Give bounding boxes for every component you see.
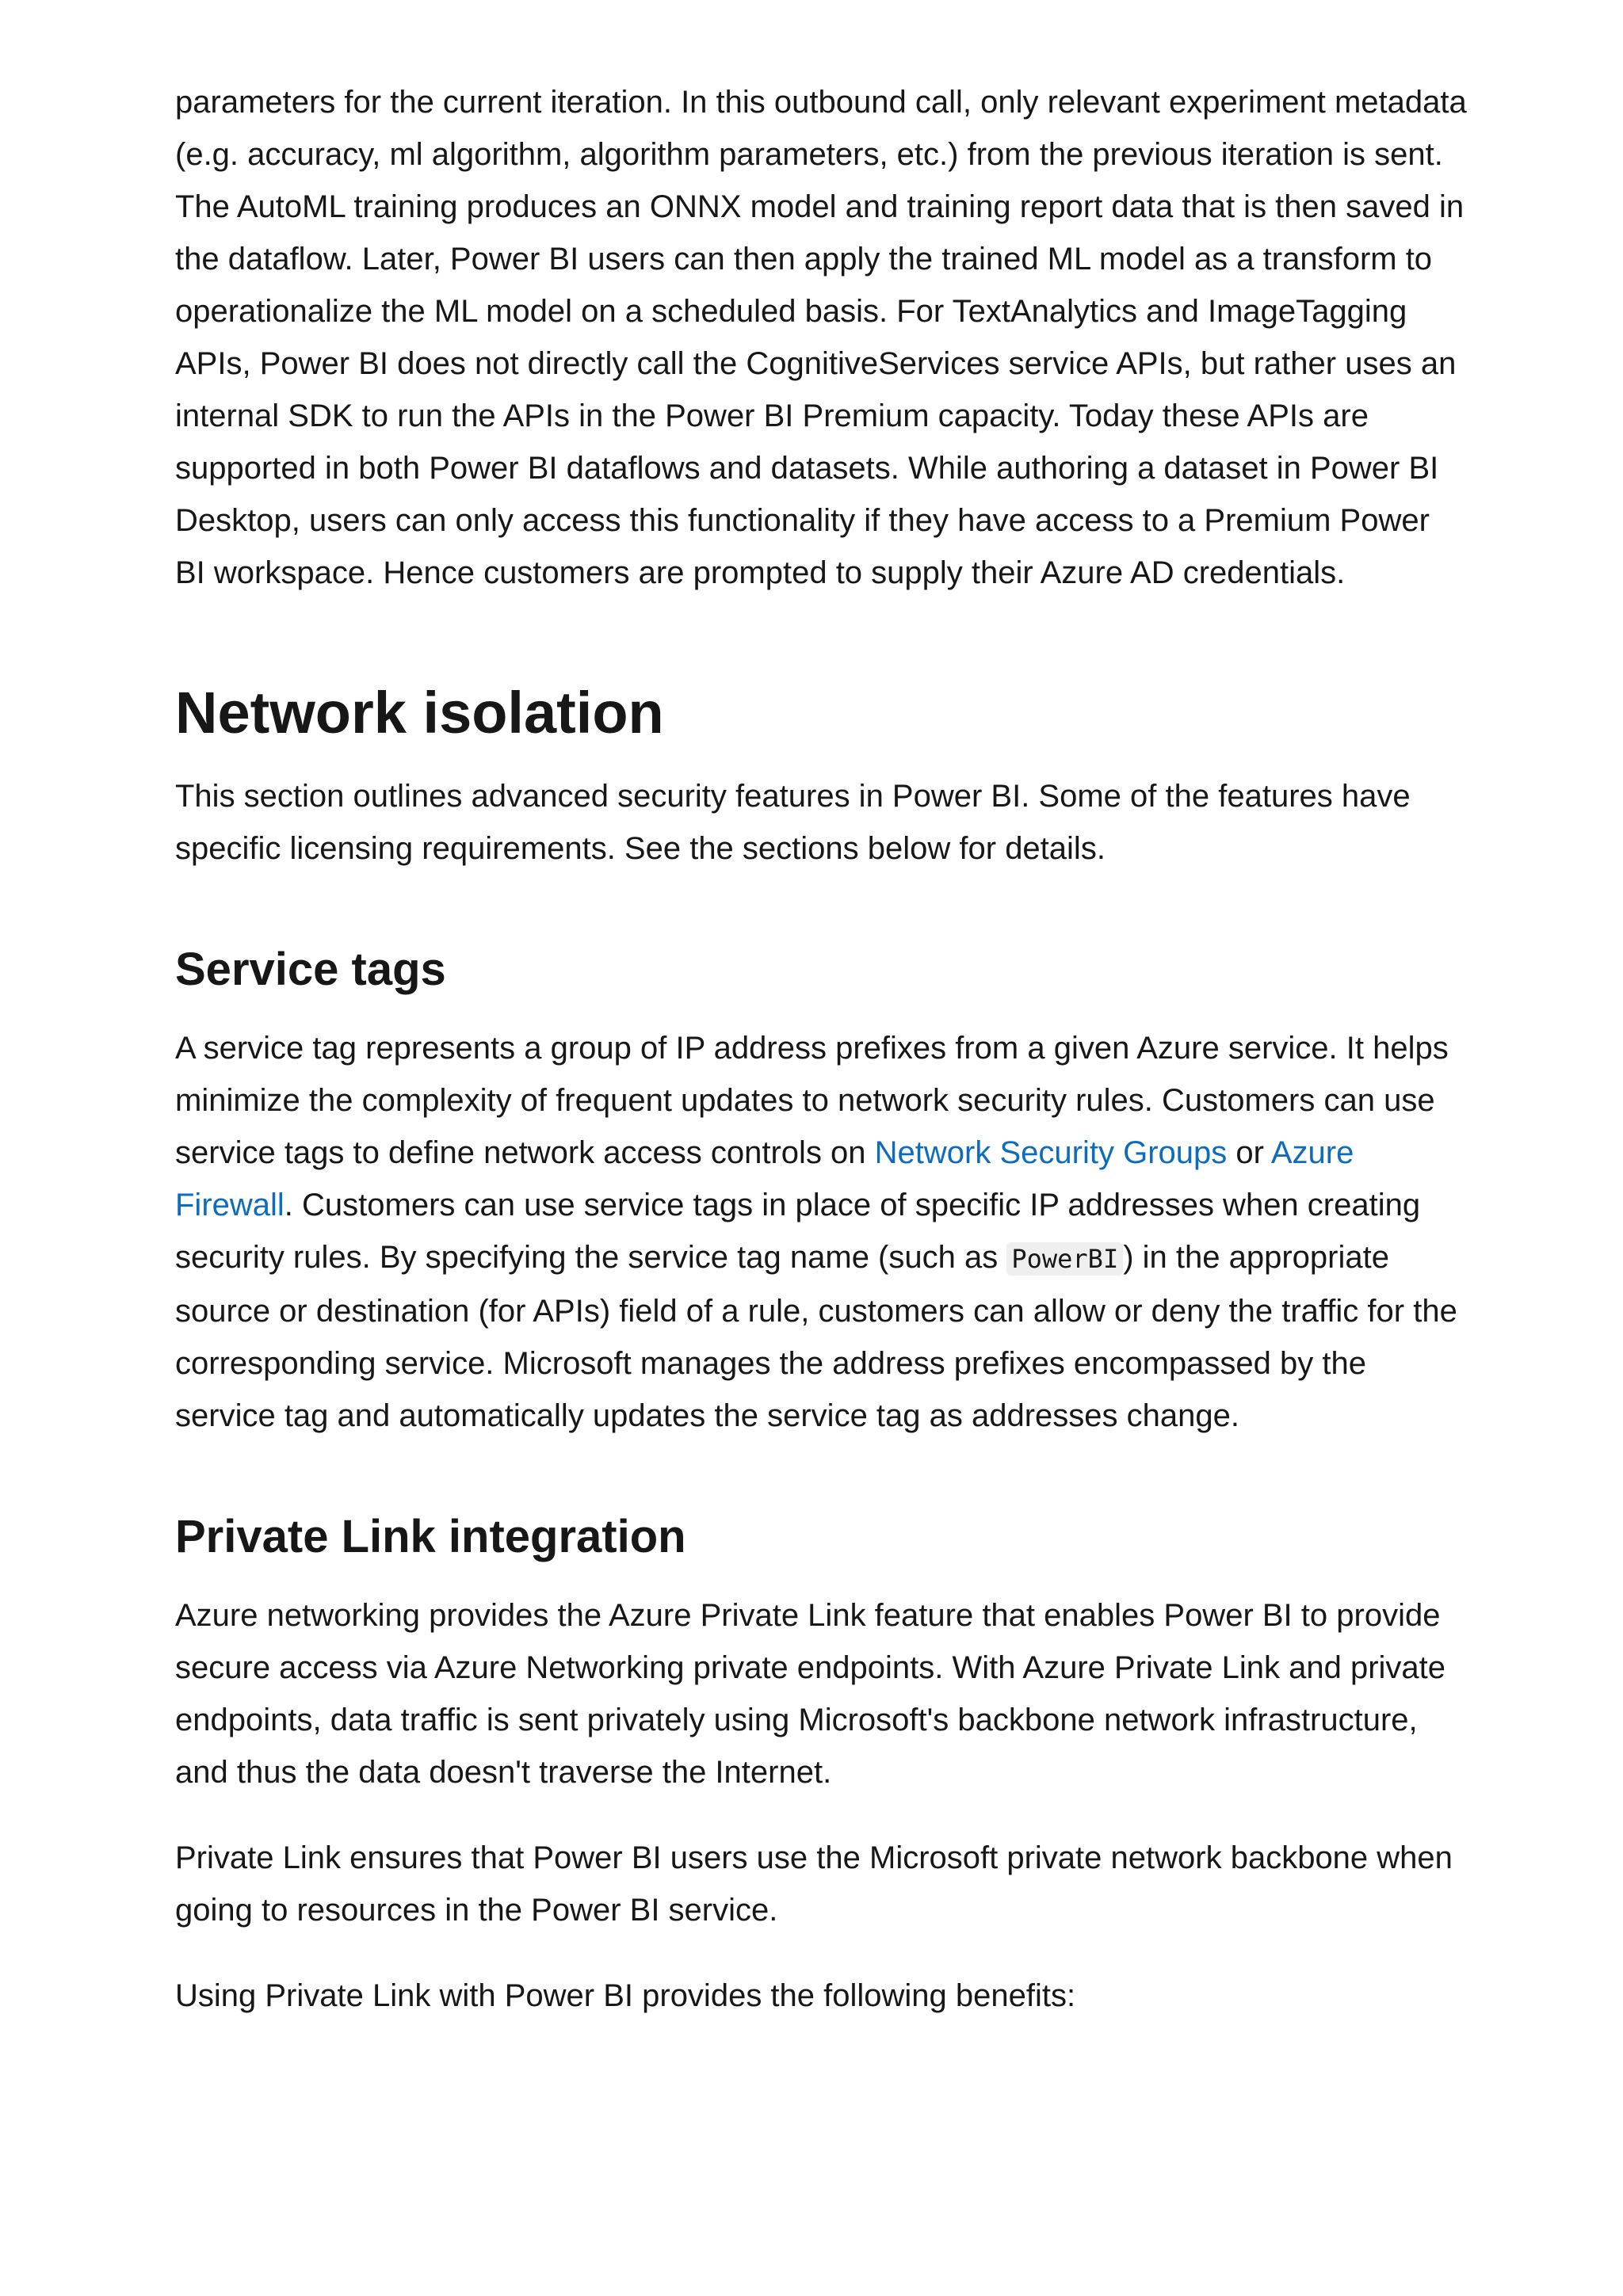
heading-private-link-integration: Private Link integration bbox=[175, 1511, 686, 1562]
private-link-paragraph-1: Azure networking provides the Azure Private Link feature that enables Power BI to provide secure access via Azure Networking private endpoints. With Azure Private Link and private endpoints, data traffic is sent privately using Microsoft's backbone network infrastructure, and thus the data doesn't traverse the Internet. bbox=[175, 1598, 1446, 1790]
service-tags-paragraph bbox=[175, 1022, 1467, 1442]
heading-service-tags: Service tags bbox=[175, 944, 446, 995]
private-link-paragraph-2: Private Link ensures that Power BI users use the Microsoft private network backbone when going to resources in the Power BI service. bbox=[175, 1840, 1453, 1928]
document-page bbox=[175, 76, 1467, 2022]
service-tags-text-1: A service tag represents a group of IP address prefixes from a given Azure service. It helps minimize the complexity of frequent updates to network security rules. Customers can use service tags to define network access controls on bbox=[175, 1031, 1449, 1170]
intro-paragraph: parameters for the current iteration. In this outbound call, only relevant experiment metadata (e.g. accuracy, ml algorithm, algorithm parameters, etc.) from the previous iteration is sent. The AutoML training produces an ONNX model and training report data that is then saved in the dataflow. Later, Power BI users can then apply the trained ML model as a transform to operationalize the ML model on a scheduled basis. For TextAnalytics and ImageTagging APIs, Power BI does not directly call the CognitiveServices service APIs, but rather uses an internal SDK to run the APIs in the Power BI Premium capacity. Today these APIs are supported in both Power BI dataflows and datasets. While authoring a dataset in Power BI Desktop, users can only access this functionality if they have access to a Premium Power BI workspace. Hence customers are prompted to supply their Azure AD credentials. bbox=[175, 85, 1467, 590]
service-tags-text-2: or bbox=[1227, 1135, 1271, 1170]
network-isolation-paragraph: This section outlines advanced security features in Power BI. Some of the features have specific licensing requirements. See the sections below for details. bbox=[175, 779, 1411, 866]
azure-firewall-link[interactable]: Azure Firewall bbox=[175, 1135, 1354, 1222]
service-tags-text-3: . Customers can use service tags in place of specific IP addresses when creating security rules. By specifying the service tag name (such as bbox=[175, 1188, 1421, 1275]
service-tags-text-4: ) in the appropriate source or destination (for APIs) field of a rule, customers can allow or deny the traffic for the corresponding service. Microsoft manages the address prefixes encompassed by the service tag and automatically updates the service tag as addresses change. bbox=[175, 1240, 1457, 1433]
network-security-groups-link[interactable]: Network Security Groups bbox=[874, 1135, 1228, 1170]
heading-network-isolation: Network isolation bbox=[175, 680, 664, 746]
powerbi-code-tag: PowerBI bbox=[1006, 1242, 1123, 1276]
private-link-paragraph-3: Using Private Link with Power BI provides the following benefits: bbox=[175, 1978, 1076, 2013]
